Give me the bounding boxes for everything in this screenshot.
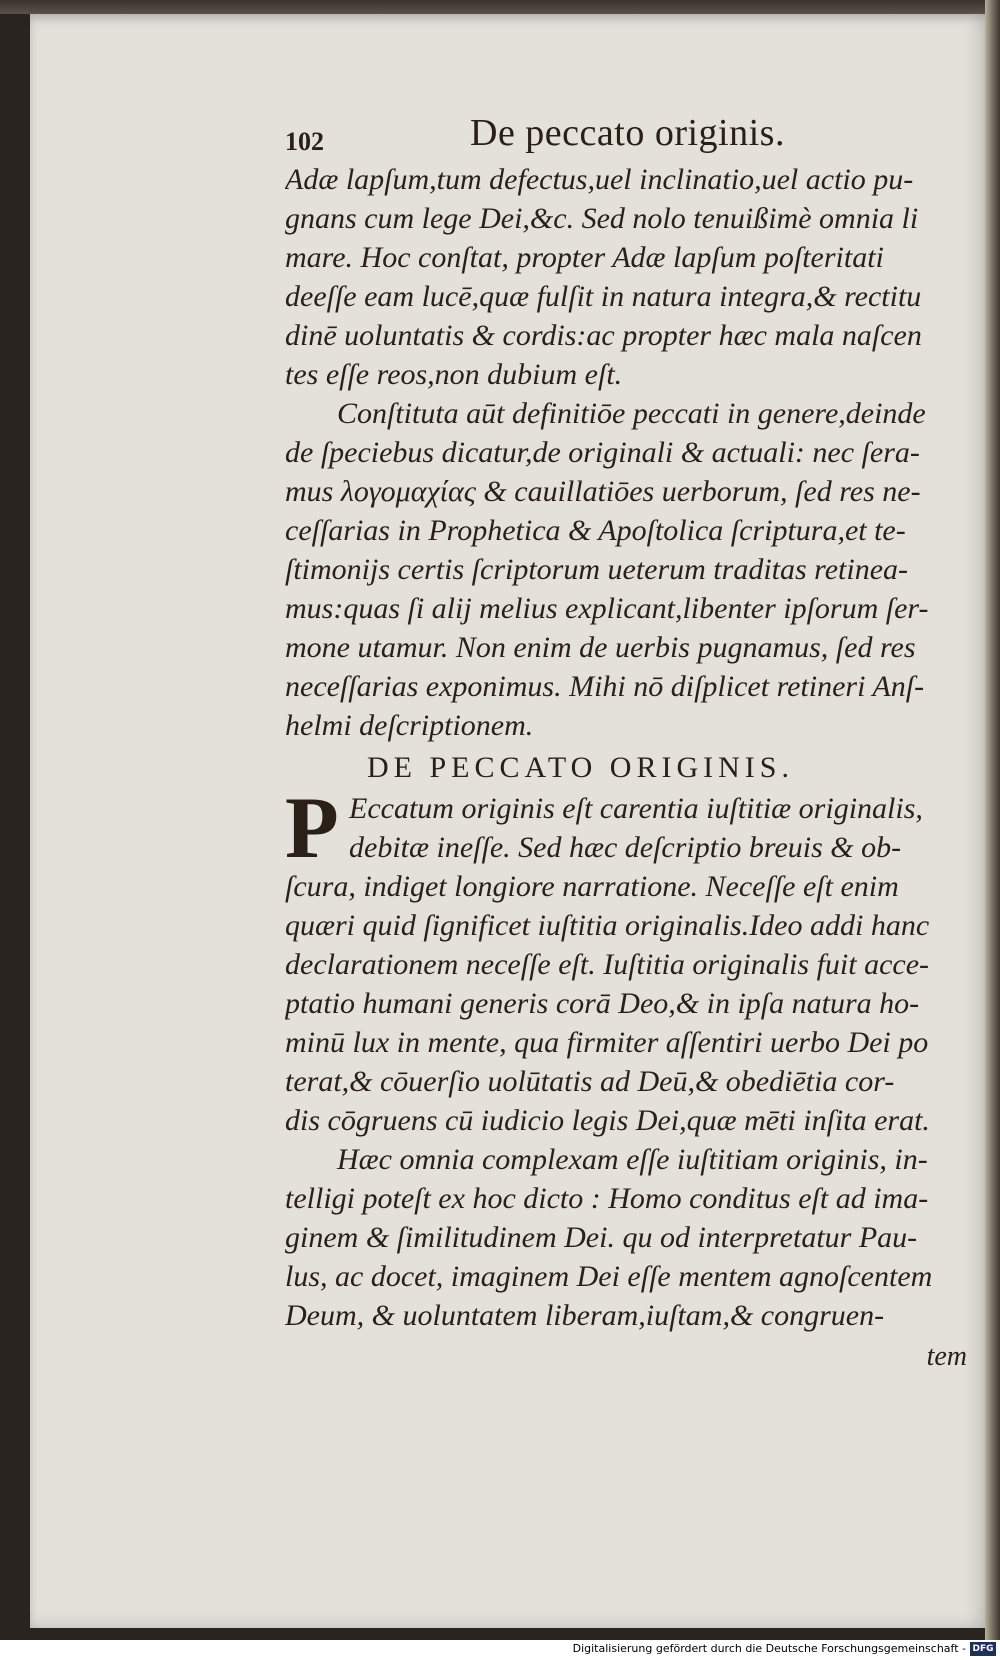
text-line: neceſſarias exponimus. Mihi nō diſplicet retineri Anſ- xyxy=(285,670,925,703)
text-line: Deum, & uoluntatem liberam,iuſtam,& congruen- xyxy=(285,1299,885,1332)
text-line: Conſtituta aūt definitiōe peccati in genere,deinde xyxy=(337,397,926,430)
text-line: debitæ ineſſe. Sed hæc deſcriptio breuis & ob- xyxy=(349,831,902,864)
text-line: Adæ lapſum,tum defectus,uel inclinatio,uel actio pu- xyxy=(285,163,914,196)
text-line: ſcura, indiget longiore narratione. Neceſſe eſt enim xyxy=(285,870,899,903)
text-line: Hæc omnia complexam eſſe iuſtitiam originis, in- xyxy=(337,1143,928,1176)
drop-initial: P xyxy=(285,780,339,877)
paragraph-1 xyxy=(285,160,975,394)
text-line: Eccatum originis eſt carentia iuſtitiæ originalis, xyxy=(349,792,923,825)
text-line: terat,& cōuerſio uolūtatis ad Deū,& obediētia cor- xyxy=(285,1065,895,1098)
text-line: dinē uoluntatis & cordis:ac propter hæc mala naſcen xyxy=(285,319,922,352)
book-page xyxy=(30,14,988,1628)
text-line: mare. Hoc conſtat, propter Adæ lapſum poſteritati xyxy=(285,241,884,274)
text-line: declarationem neceſſe eſt. Iuſtitia originalis fuit acce- xyxy=(285,948,930,981)
text-line: telligi poteſt ex hoc dicto : Homo conditus eſt ad ima- xyxy=(285,1182,929,1215)
funding-credit: Digitalisierung gefördert durch die Deutsche Forschungsgemeinschaft - xyxy=(572,1642,966,1655)
text-line: mone utamur. Non enim de uerbis pugnamus, ſed res xyxy=(285,631,916,664)
paragraph-4 xyxy=(285,1140,975,1335)
text-line: gnans cum lege Dei,&c. Sed nolo tenuißimè omnia li xyxy=(285,202,919,235)
text-line: minū lux in mente, qua firmiter aſſentiri uerbo Dei po xyxy=(285,1026,929,1059)
text-line: ſtimonijs certis ſcriptorum ueterum traditas retinea- xyxy=(285,553,909,586)
catchword: tem xyxy=(926,1341,967,1372)
scan-edge-right xyxy=(985,0,1000,1640)
text-line: ptatio humani generis corā Deo,& in ipſa natura ho- xyxy=(285,987,920,1020)
text-line: dis cōgruens cū iudicio legis Dei,quæ mēti inſita erat. xyxy=(285,1104,930,1137)
text-line: mus:quas ſi alij melius explicant,libenter ipſorum ſer- xyxy=(285,592,929,625)
paragraph-3 xyxy=(285,780,975,1140)
footer-bar xyxy=(0,1640,1000,1660)
text-line: ginem & ſimilitudinem Dei. qu od interpretatur Pau- xyxy=(285,1221,918,1254)
running-head xyxy=(285,114,975,160)
text-line: ceſſarias in Prophetica & Apoſtolica ſcriptura,et te- xyxy=(285,514,906,547)
page-text-block xyxy=(285,114,975,1376)
text-line: lus, ac docet, imaginem Dei eſſe mentem agnoſcentem xyxy=(285,1260,933,1293)
running-title: De peccato originis. xyxy=(470,112,785,154)
text-line: deeſſe eam lucē,quæ fulſit in natura integra,& rectitu xyxy=(285,280,922,313)
text-line: mus λογομαχίας & cauillatiōes uerborum, ſed res ne- xyxy=(285,475,921,508)
text-line: quæri quid ſignificet iuſtitia originalis.Ideo addi hanc xyxy=(285,909,930,942)
scan-edge-top xyxy=(0,0,1000,14)
dfg-logo-icon: DFG xyxy=(970,1642,996,1656)
text-line: tes eſſe reos,non dubium eſt. xyxy=(285,358,623,391)
text-line: de ſpeciebus dicatur,de originali & actuali: nec ſera- xyxy=(285,436,920,469)
page-number: 102 xyxy=(285,127,324,156)
text-line: helmi deſcriptionem. xyxy=(285,709,534,742)
paragraph-2 xyxy=(285,394,975,745)
section-heading: DE PECCATO ORIGINIS. xyxy=(367,751,794,784)
